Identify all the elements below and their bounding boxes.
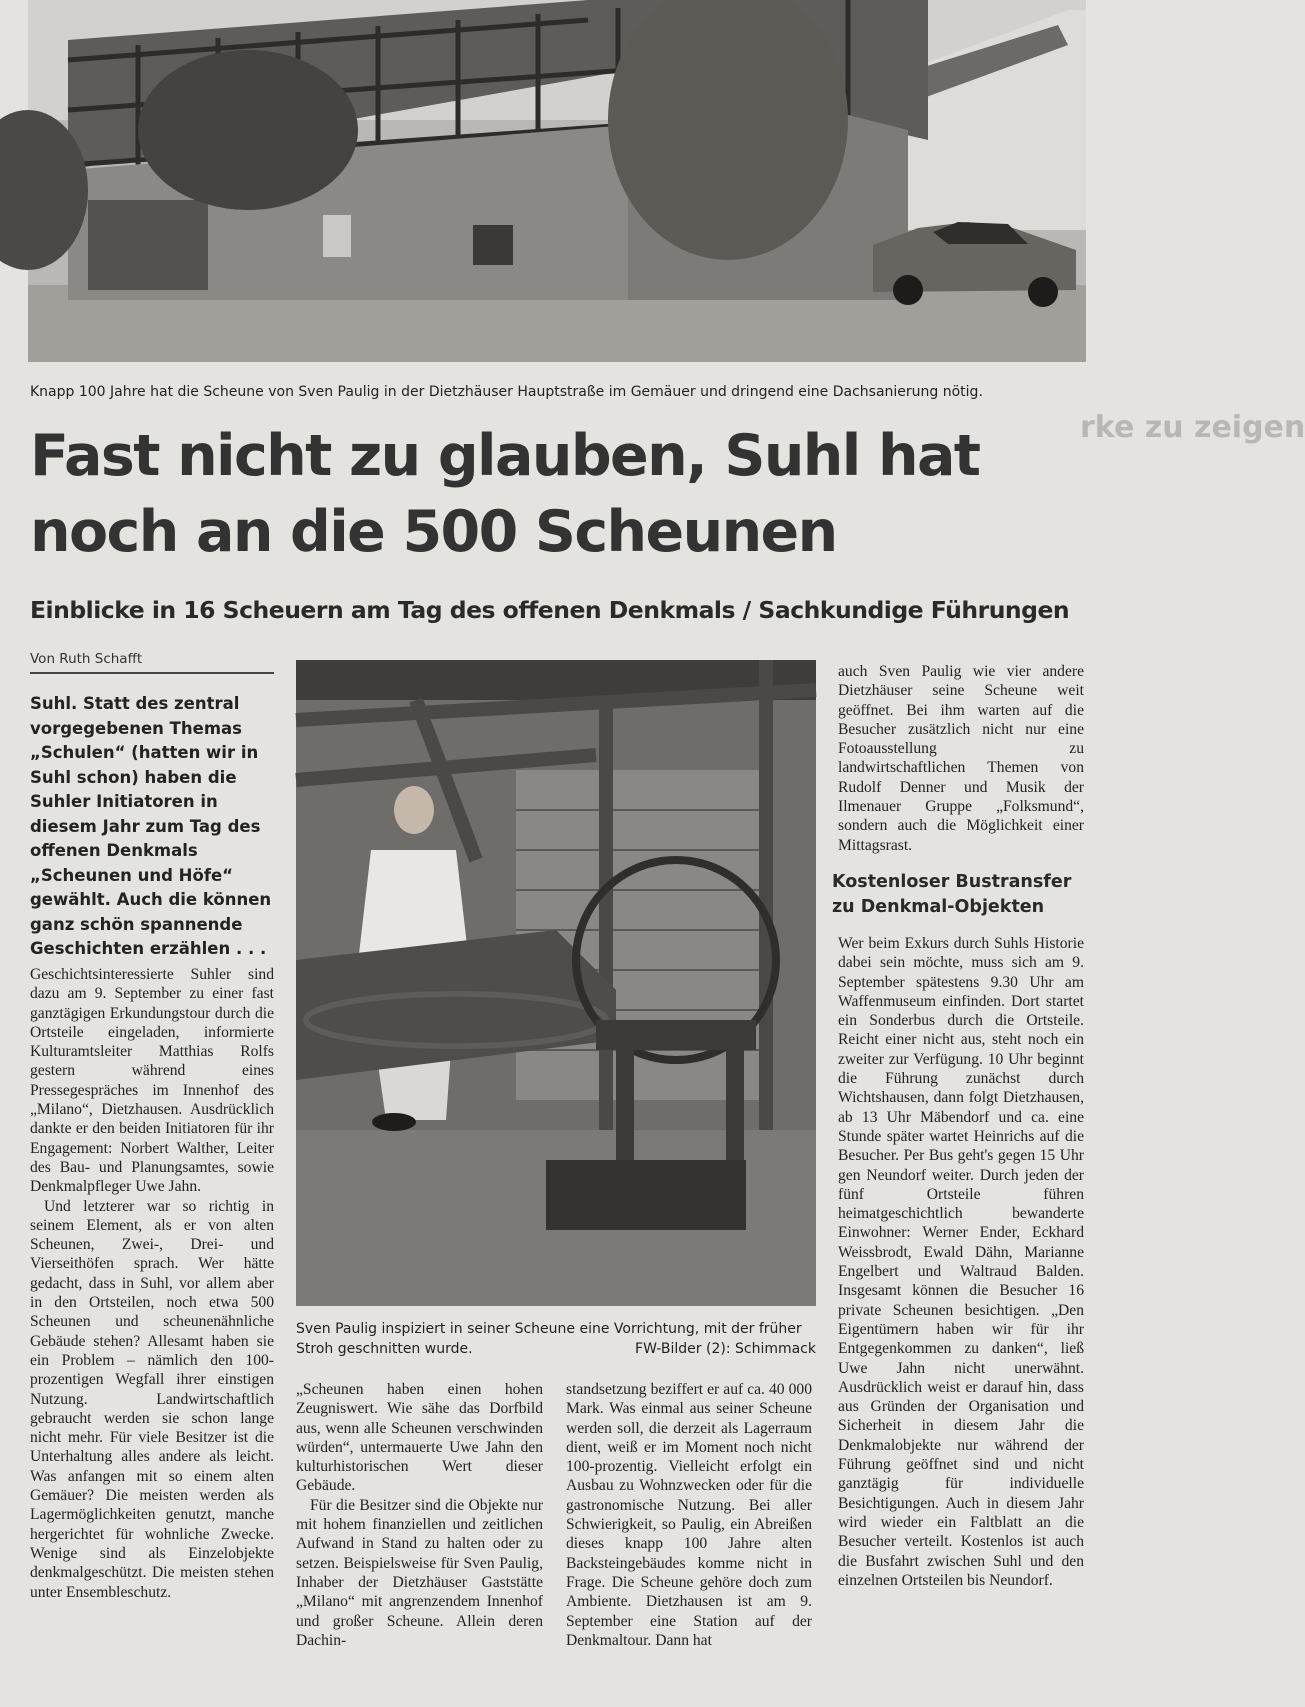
column-1-paragraph-1: Geschichtsinteressierte Suhler sind dazu am 9. September zu einer fast ganztägigen Erkundungstour durch die Ortsteile eingeladen, informierte Kulturamtsleiter Matthias Rolfs gestern während eines Pressegespräches im Innenhof des „Milano“, Dietzhausen. Ausdrücklich dankte er den beiden Initiatoren für ihr Engagement: Norbert Walther, Leiter des Bau- und Planungsamtes, sowie Denkmalpfleger Uwe Jahn. [30, 966, 274, 1196]
lead-paragraph: Suhl. Statt des zentral vorgegebenen Themas „Schulen“ (hatten wir in Suhl schon) haben die Suhler Initiatoren in diesem Jahr zum Tag des offenen Denkmals „Scheunen und Höfe“ gewählt. Auch die können ganz schön spannende Geschichten erzählen . . . [30, 694, 272, 958]
column-4-paragraph-1: auch Sven Paulig wie vier andere Dietzhäuser seine Scheune weit geöffnet. Bei ihm warten auf die Besucher zusätzlich nicht nur eine Fotoausstellung zu landwirtschaftlichen Themen von Rudolf Denner und Musik der Ilmenauer Gruppe „Folksmund“, sondern auch die Möglichkeit einer Mittagsrast. [838, 663, 1084, 854]
section-subheading-line-2: zu Denkmal-Objekten [832, 897, 1045, 917]
byline: Von Ruth Schafft [30, 651, 274, 674]
straw-cutter-caption [296, 1319, 816, 1359]
barn-illustration [28, 0, 1086, 362]
straw-cutter-photo [296, 660, 816, 1306]
headline [30, 418, 1070, 570]
column-4-bottom [838, 934, 1084, 1590]
barn-photo [28, 0, 1086, 362]
straw-cutter-caption-text: Sven Paulig inspiziert in seiner Scheune eine Vorrichtung, mit der früher Stroh geschnitten wurde. [296, 1321, 802, 1357]
neighbor-article-bleed: rke zu zeigen [1080, 410, 1305, 445]
column-1 [30, 965, 274, 1602]
column-2-paragraph-1: „Scheunen haben einen hohen Zeugniswert. Wie sähe das Dorfbild aus, wenn alle Scheunen verschwinden würden“, untermauerte Uwe Jahn den kulturhistorischen Wert dieser Gebäude. [296, 1381, 543, 1495]
column-2 [296, 1380, 543, 1650]
column-4-paragraph-2: Wer beim Exkurs durch Suhls Historie dabei sein möchte, muss sich am 9. September spätestens 9.30 Uhr am Waffenmuseum einfinden. Dort startet ein Sonderbus durch die Ortsteile. Reicht einer nicht aus, steht noch ein zweiter zur Verfügung. 10 Uhr beginnt die Führung zunächst durch Wichtshausen, dann folgt Dietzhausen, ab 13 Uhr Mäbendorf und ca. eine Stunde später wartet Heinrichs auf die Besucher. Per Bus geht's gegen 15 Uhr gen Neundorf weiter. Durch jeden der fünf Ortsteile führen heimatgeschichtlich bewanderte Einwohner: Werner Ender, Eckhard Weissbrodt, Ewald Dähn, Marianne Engelbert und Waltraud Balden. Insgesamt können die Besucher 16 private Scheunen besichtigen. „Den Eigentümern haben wir für ihr Entgegenkommen zu danken“, ließ Uwe Jahn nicht unerwähnt. Ausdrücklich weist er darauf hin, dass aus Gründen der Organisation und Sicherheit in diesem Jahr die Denkmalobjekte nur während der Führung geöffnet sind und nicht ganztägig für individuelle Besichtigungen. Auch in diesem Jahr wird wieder ein Faltblatt an die Besucher verteilt. Kostenlos ist auch die Busfahrt zwischen Suhl und den einzelnen Ortsteilen bis Neundorf. [838, 935, 1084, 1589]
section-subheading-line-1: Kostenloser Bustransfer [832, 872, 1072, 892]
subheadline: Einblicke in 16 Scheuern am Tag des offenen Denkmals / Sachkundige Führungen [30, 596, 1070, 624]
column-1-paragraph-2: Und letzterer war so richtig in seinem Element, als er von alten Scheunen, Zwei-, Drei- und Vierseithöfen sprach. Wer hätte gedacht, dass in Suhl, vor allem aber in den Ortsteilen, noch etwa 500 Scheunen und scheunenähnliche Gebäude stehen? Allesamt haben sie ein Problem – nämlich den 100-prozentigen Wegfall ihrer einstigen Nutzung. Landwirtschaftlich gebraucht werden sie schon lange nicht mehr. Für viele Besitzer ist die Unterhaltung alles andere als leicht. Was anfangen mit so einem alten Gemäuer? Die meisten werden als Lagermöglichkeiten genutzt, manche hergerichtet für wohnliche Zwecke. Wenige sind als Einzelobjekte denkmalgeschützt. Die meisten stehen unter Ensembleschutz. [30, 1197, 274, 1601]
column-3-paragraph-1: standsetzung beziffert er auf ca. 40 000 Mark. Was einmal aus seiner Scheune werden soll, die derzeit als Lagerraum dient, weiß er im Moment noch nicht 100-prozentig. Vielleicht erfolgt ein Ausbau zu Wohnzwecken oder für die gastronomische Nutzung. Bei aller Schwierigkeit, so Paulig, ein Abreißen dieses knapp 100 Jahre alten Backsteingebäudes komme nicht in Frage. Die Scheune gehöre doch zum Ambiente. Dietzhausen ist am 9. September eine Station auf der Denkmaltour. Dann hat [566, 1381, 812, 1649]
section-subheading [832, 870, 1082, 920]
column-4-top [838, 662, 1084, 855]
straw-cutter-illustration [296, 660, 816, 1306]
headline-line-2: noch an die 500 Scheunen [30, 499, 837, 565]
column-3 [566, 1380, 812, 1650]
barn-photo-caption: Knapp 100 Jahre hat die Scheune von Sven Paulig in der Dietzhäuser Hauptstraße im Gemäuer und dringend eine Dachsanierung nötig. [30, 384, 983, 400]
headline-line-1: Fast nicht zu glauben, Suhl hat [30, 423, 980, 489]
photo-credit: FW-Bilder (2): Schimmack [635, 1341, 816, 1357]
column-2-paragraph-2: Für die Besitzer sind die Objekte nur mit hohem finanziellen und zeitlichen Aufwand in Stand zu halten oder zu setzen. Beispielsweise für Sven Paulig, Inhaber der Dietzhäuser Gaststätte „Milano“ mit angrenzendem Innenhof und großer Scheune. Allein deren Dachin- [296, 1496, 543, 1649]
